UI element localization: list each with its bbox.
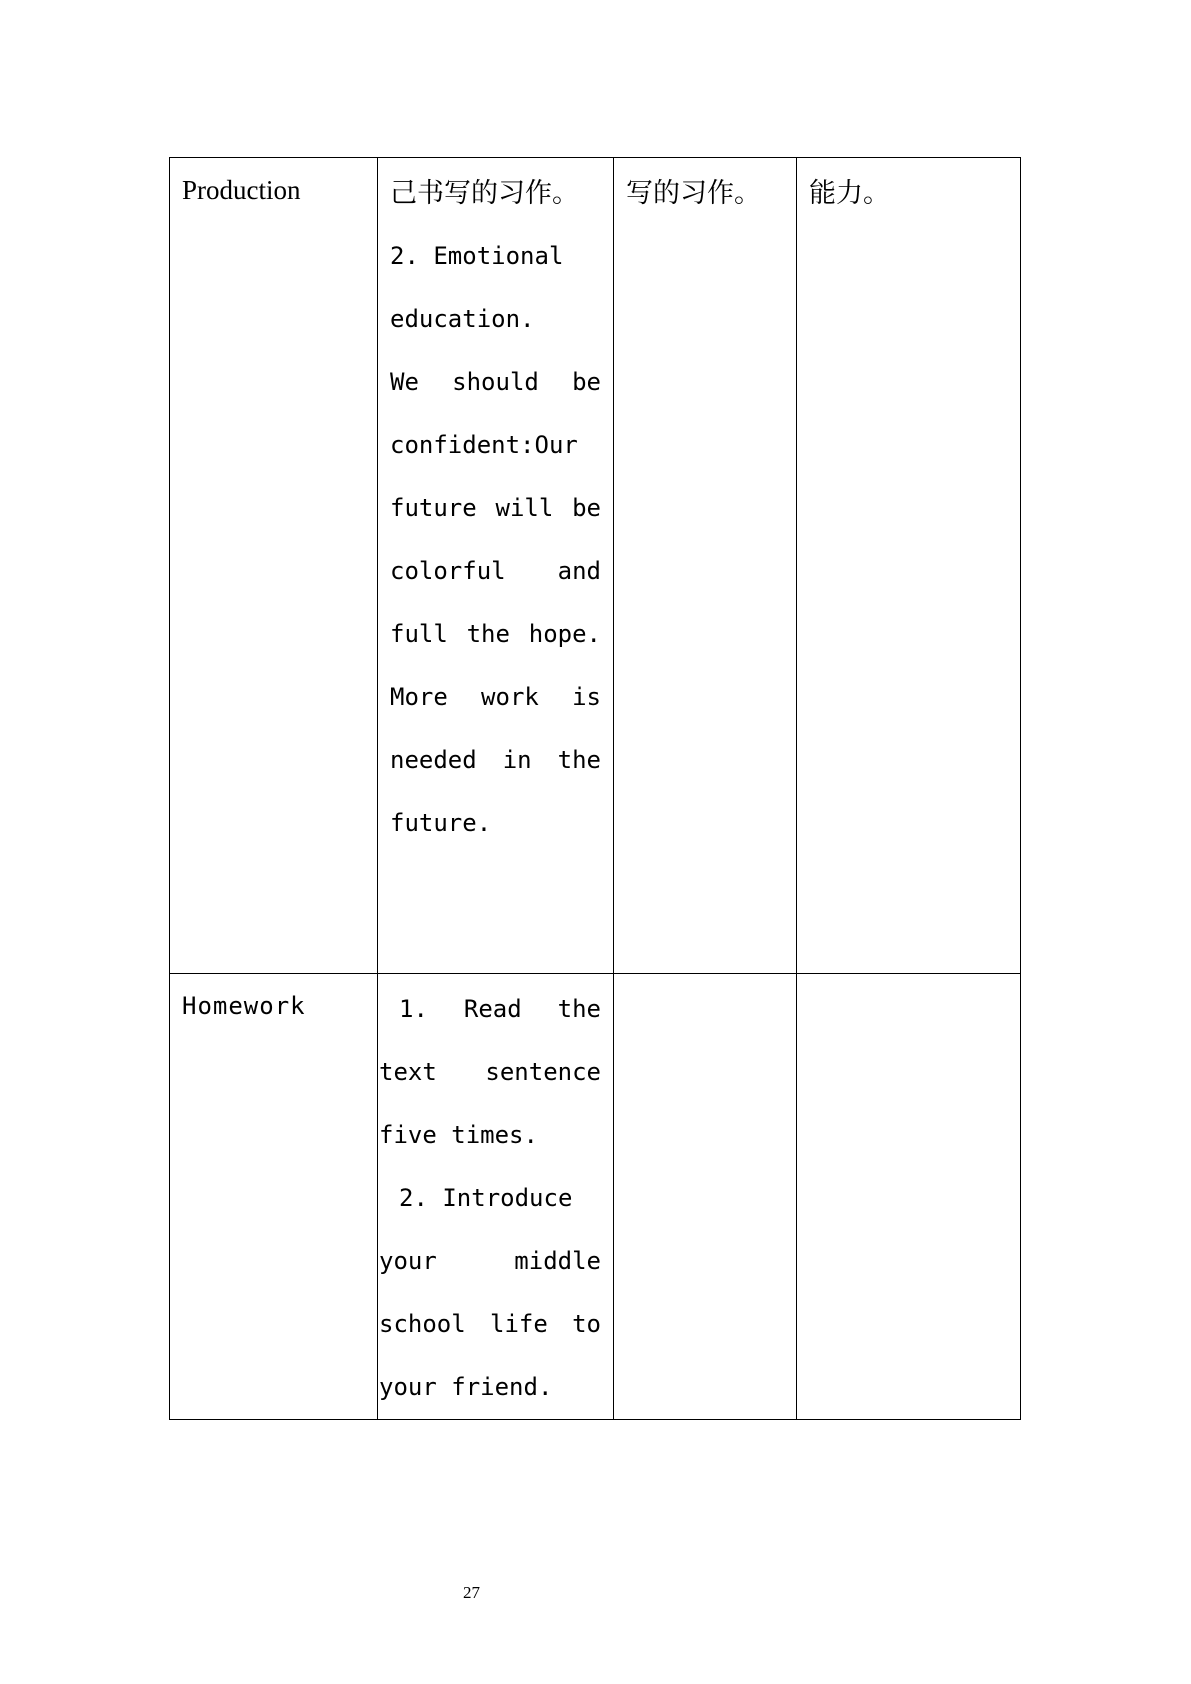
activity-word: be — [572, 494, 601, 522]
activity-word: the — [557, 746, 601, 774]
activity-line — [379, 1230, 601, 1293]
activity-line: education. — [390, 305, 535, 333]
activity-line — [379, 1041, 601, 1104]
activity-word: We — [390, 368, 419, 396]
page-number: 27 — [463, 1583, 480, 1602]
activity-line — [390, 729, 601, 792]
activity-word: full — [390, 620, 448, 648]
purpose-cell — [797, 974, 1021, 1420]
activity-word: text — [379, 1058, 437, 1086]
activity-line: 2. Introduce — [399, 1184, 573, 1212]
activity-line — [390, 666, 601, 729]
activity-word: to — [572, 1310, 601, 1338]
activity-word: the — [557, 995, 601, 1023]
activity-word: 1. — [399, 995, 428, 1023]
activity-line — [390, 351, 601, 414]
table-row-production — [170, 158, 1021, 974]
activity-cell — [378, 974, 614, 1420]
activity-word: be — [572, 368, 601, 396]
student-activity-cell — [614, 158, 797, 974]
activity-line — [379, 978, 601, 1041]
activity-word: hope. — [528, 620, 601, 648]
activity-line — [379, 1293, 601, 1356]
activity-word: colorful — [390, 557, 506, 585]
student-activity-cell — [614, 974, 797, 1420]
activity-word: Read — [463, 995, 522, 1023]
purpose-text — [797, 974, 1020, 978]
purpose-cell — [797, 158, 1021, 974]
activity-word: in — [502, 746, 532, 774]
activity-word: your — [379, 1247, 437, 1275]
activity-line: 2. Emotional — [390, 242, 564, 270]
activity-word: the — [466, 620, 510, 648]
activity-text — [378, 158, 613, 855]
activity-word: work — [481, 683, 539, 711]
purpose-text: 能力。 — [809, 178, 890, 209]
activity-text — [378, 974, 613, 1419]
activity-line: future. — [390, 809, 492, 837]
activity-line: five times. — [379, 1121, 538, 1149]
activity-word: sentence — [485, 1058, 601, 1086]
stage-label: Production — [182, 175, 301, 205]
activity-word: will — [495, 494, 554, 522]
activity-word: should — [452, 368, 539, 396]
student-activity-text: 写的习作。 — [626, 178, 761, 209]
student-activity-text — [614, 974, 796, 978]
activity-word: school — [379, 1310, 466, 1338]
activity-line — [390, 540, 601, 603]
activity-word: needed — [390, 746, 477, 774]
activity-line — [390, 477, 601, 540]
activity-word: future — [390, 494, 477, 522]
table-row-homework — [170, 974, 1021, 1420]
activity-line: confident:Our — [390, 431, 578, 459]
activity-cell — [378, 158, 614, 974]
activity-word: More — [390, 683, 448, 711]
activity-line: your friend. — [379, 1373, 553, 1401]
stage-label: Homework — [182, 992, 306, 1020]
lesson-plan-table — [169, 157, 1021, 1420]
activity-word: middle — [514, 1247, 601, 1275]
activity-word: life — [490, 1310, 548, 1338]
stage-cell — [170, 158, 378, 974]
activity-line: 己书写的习作。 — [390, 178, 579, 209]
activity-line — [390, 603, 601, 666]
activity-word: and — [557, 557, 601, 585]
stage-cell — [170, 974, 378, 1420]
activity-word: is — [572, 683, 601, 711]
